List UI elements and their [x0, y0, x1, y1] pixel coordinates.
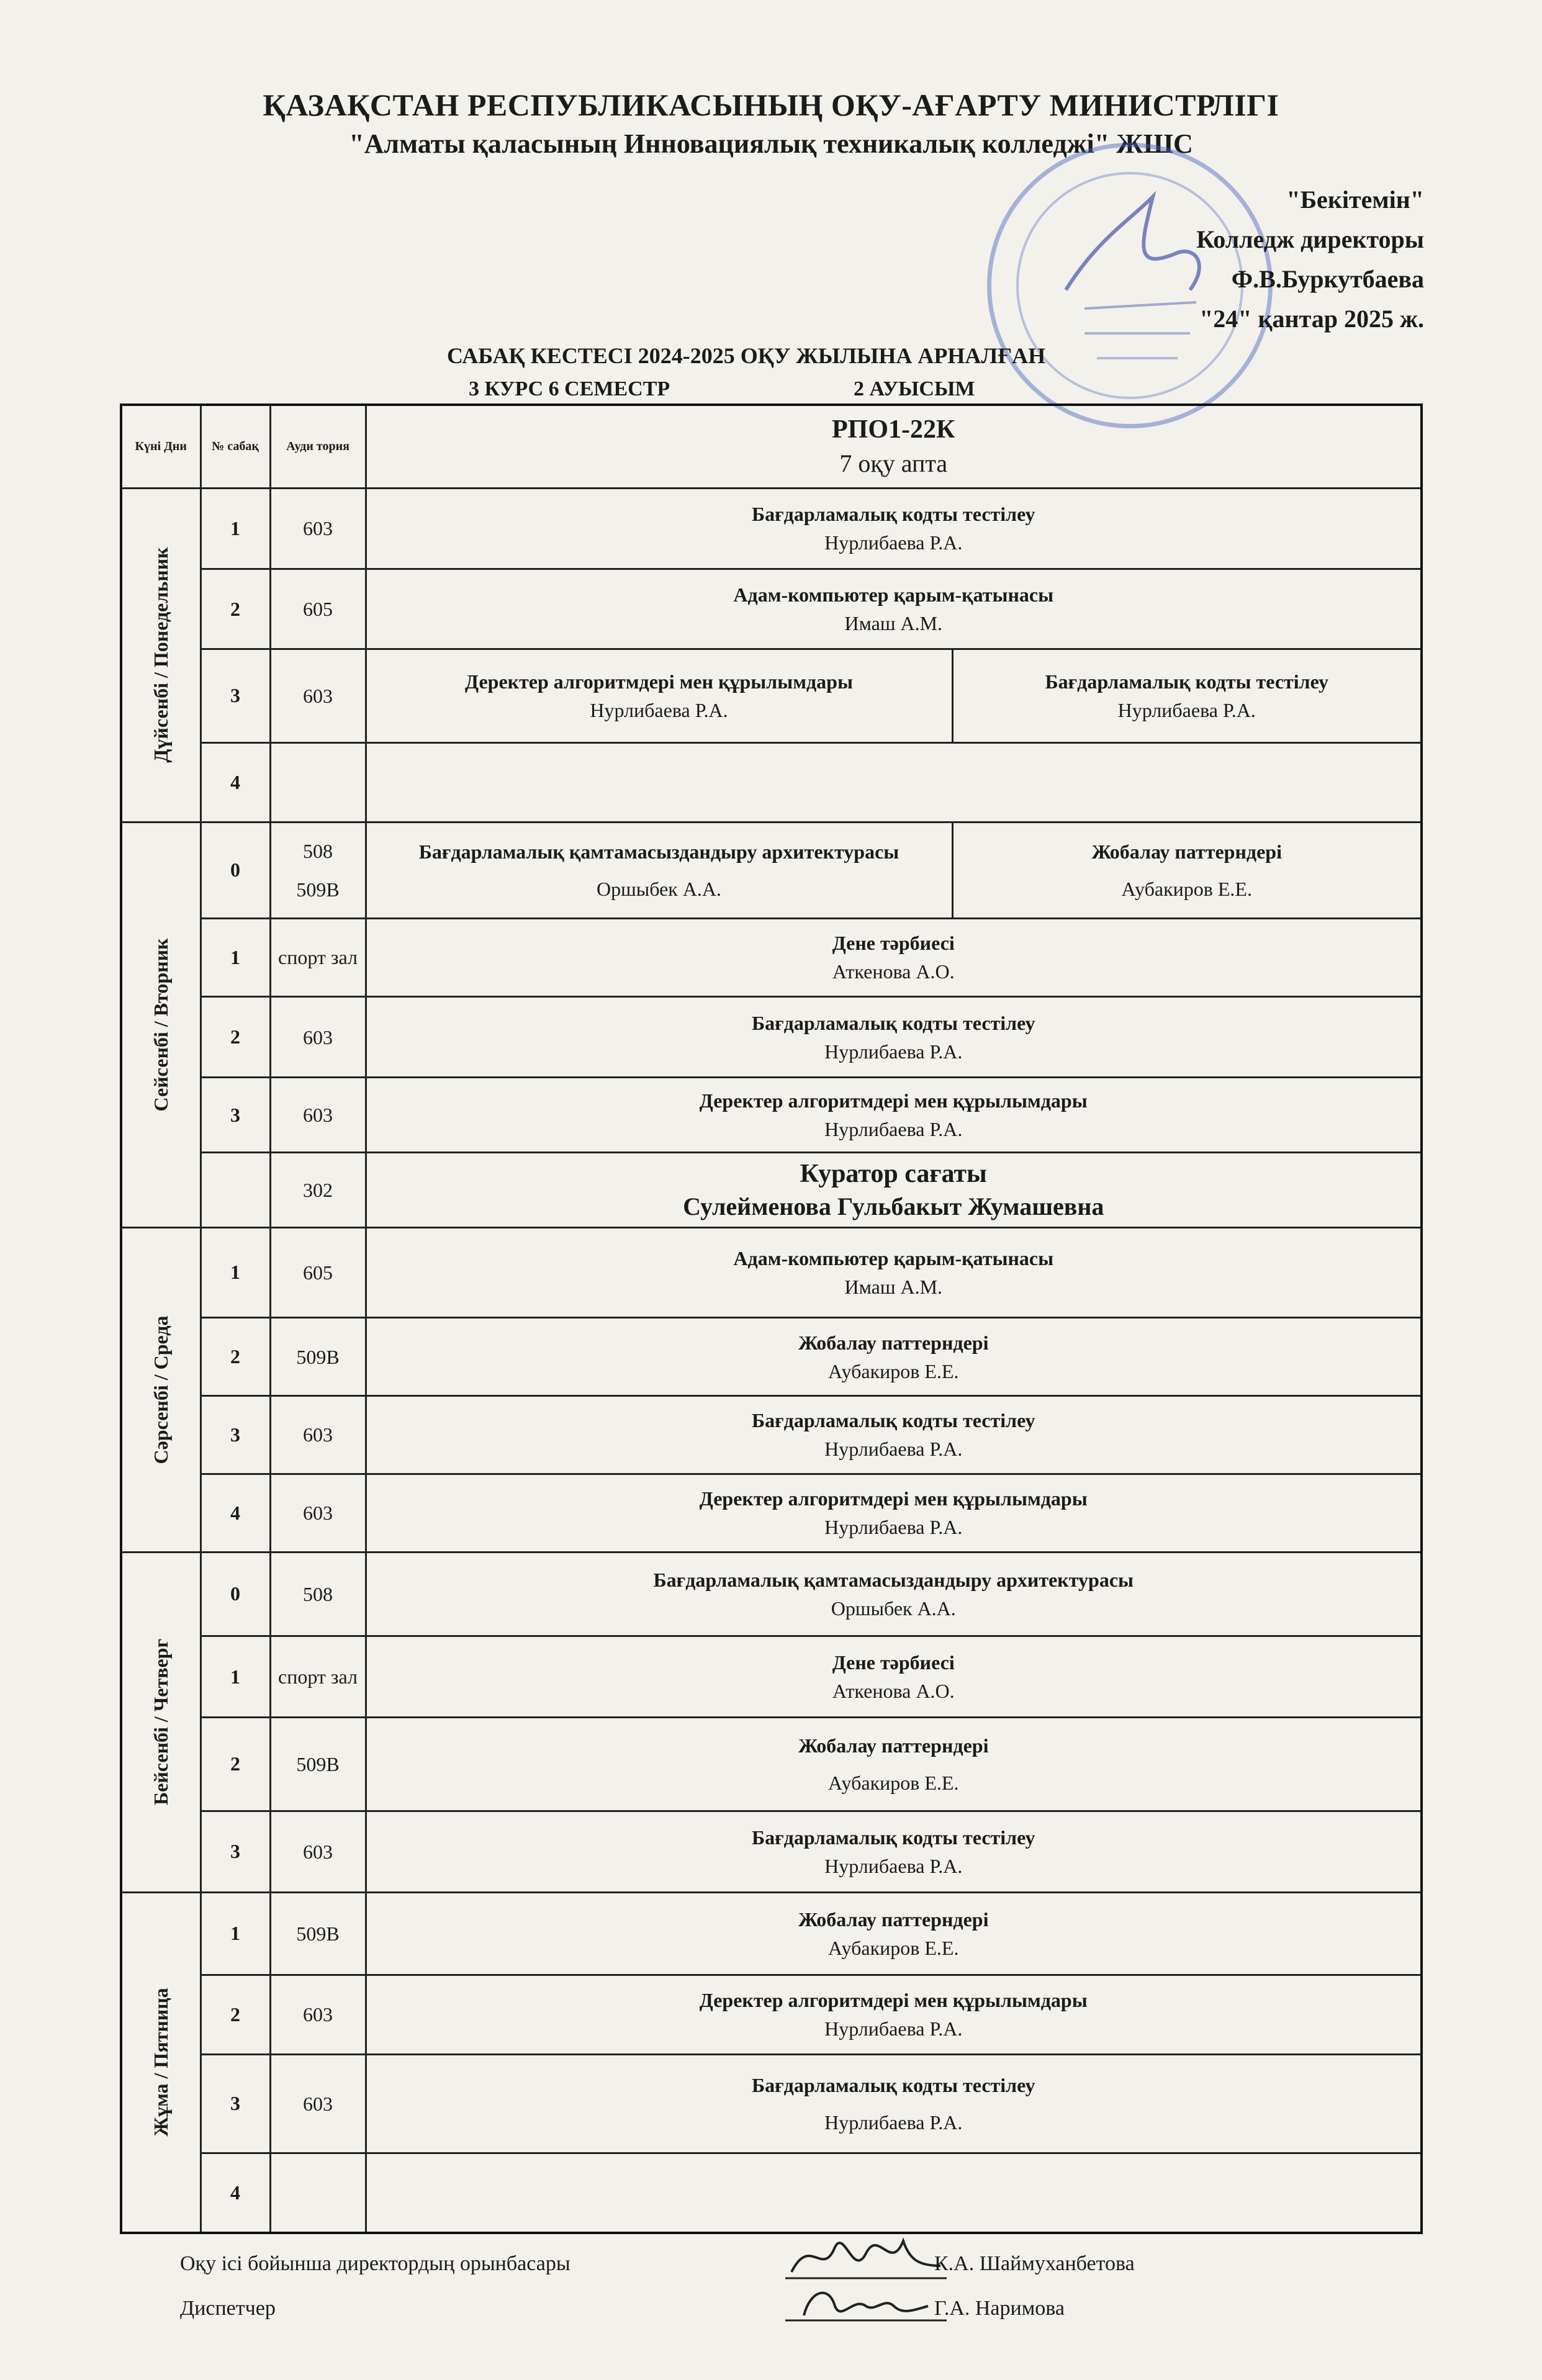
teacher: Нурлибаева Р.А. — [824, 2017, 963, 2040]
table-row — [121, 1811, 1422, 1892]
lesson-cell — [366, 569, 1422, 649]
teacher: Нурлибаева Р.А. — [824, 1118, 963, 1141]
table-row — [121, 569, 1422, 649]
lesson-number: 3 — [201, 1078, 270, 1153]
subject: Жобалау паттерндері — [798, 1908, 989, 1931]
day-tuesday — [121, 822, 201, 1227]
lesson-number: 0 — [201, 822, 270, 919]
room-number: 603 — [270, 2054, 366, 2153]
dispatcher-name: Г.А. Наримова — [934, 2297, 1065, 2320]
lesson-number: 2 — [201, 569, 270, 649]
room-number: спорт зал — [270, 919, 366, 997]
teacher: Аткенова А.О. — [832, 960, 955, 983]
lesson-number: 2 — [201, 1975, 270, 2054]
header-lesson-no: № сабақ — [201, 405, 270, 488]
lesson-cell-empty — [366, 742, 1422, 822]
teacher: Нурлибаева Р.А. — [590, 698, 728, 721]
teacher: Нурлибаева Р.А. — [824, 1854, 963, 1877]
subject: Бағдарламалық кодты тестілеу — [751, 1409, 1035, 1432]
teacher: Оршыбек А.А. — [831, 1597, 956, 1620]
day-monday — [121, 488, 201, 822]
dispatcher-role: Диспетчер — [180, 2297, 276, 2320]
table-row — [121, 1717, 1422, 1811]
room-number: 603 — [270, 1474, 366, 1552]
lesson-cell-a — [366, 822, 952, 919]
deputy-name: К.А. Шаймуханбетова — [934, 2252, 1135, 2275]
day-label-friday: Жұма / Пятница — [150, 1988, 173, 2137]
day-label-tuesday: Сейсенбі / Вторник — [150, 938, 173, 1111]
table-row — [121, 742, 1422, 822]
lesson-number: 3 — [201, 649, 270, 742]
lesson-number: 2 — [201, 996, 270, 1078]
table-row — [121, 1892, 1422, 1975]
table-header-row — [121, 405, 1422, 488]
lesson-cell — [366, 1227, 1422, 1318]
room-number: 509В — [270, 1318, 366, 1396]
room-number: спорт зал — [270, 1636, 366, 1718]
room-number: 603 — [270, 996, 366, 1078]
lesson-cell — [366, 1717, 1422, 1811]
teacher: Нурлибаева Р.А. — [1117, 698, 1256, 721]
lesson-cell — [366, 1474, 1422, 1552]
subject: Адам-компьютер қарым-қатынасы — [733, 1246, 1054, 1269]
subject: Деректер алгоритмдері мен құрылымдары — [699, 1487, 1088, 1510]
subject: Жобалау паттерндері — [1091, 840, 1282, 863]
room-number: 603 — [270, 1811, 366, 1892]
lesson-cell-a — [366, 649, 952, 742]
approval-date: "24" қантар 2025 ж. — [1199, 305, 1424, 333]
lesson-number: 1 — [201, 1892, 270, 1975]
approval-block — [1196, 180, 1424, 339]
lesson-cell — [366, 1396, 1422, 1474]
curator-hour: Куратор сағаты — [800, 1159, 987, 1188]
curator-name: Сулейменова Гульбакыт Жумашевна — [683, 1192, 1104, 1220]
day-thursday — [121, 1552, 201, 1892]
lesson-cell — [366, 1318, 1422, 1396]
subject: Деректер алгоритмдері мен құрылымдары — [465, 670, 853, 693]
table-row — [121, 488, 1422, 569]
teacher: Аубакиров Е.Е. — [828, 1359, 959, 1382]
lesson-number: 1 — [201, 1636, 270, 1718]
subject: Бағдарламалық қамтамасыздандыру архитектурасы — [653, 1568, 1134, 1591]
group-name: РПО1-22К — [832, 415, 955, 444]
room-number — [270, 2153, 366, 2232]
lesson-number: 2 — [201, 1318, 270, 1396]
subject: Жобалау паттерндері — [798, 1331, 989, 1354]
curator-cell — [366, 1152, 1422, 1227]
teacher: Оршыбек А.А. — [596, 877, 722, 900]
table-row — [121, 919, 1422, 997]
room-number: 509В — [270, 1717, 366, 1811]
room-number — [270, 822, 366, 919]
room-number: 603 — [270, 1975, 366, 2054]
table-row — [121, 1474, 1422, 1552]
table-row — [121, 1552, 1422, 1636]
room-number: 509В — [270, 1892, 366, 1975]
teacher: Аубакиров Е.Е. — [1121, 877, 1252, 900]
subject: Бағдарламалық кодты тестілеу — [751, 1011, 1035, 1034]
teacher: Имаш А.М. — [844, 1275, 943, 1298]
header-group — [366, 405, 1422, 488]
room-number: 603 — [270, 488, 366, 569]
lesson-number: 2 — [201, 1717, 270, 1811]
lesson-cell — [366, 1975, 1422, 2054]
day-label-wednesday: Сәрсенбі / Среда — [150, 1315, 173, 1464]
teacher: Аубакиров Е.Е. — [828, 1771, 959, 1794]
week-number: 7 оқу апта — [839, 449, 948, 478]
subject: Деректер алгоритмдері мен құрылымдары — [699, 1089, 1088, 1112]
subject: Деректер алгоритмдері мен құрылымдары — [699, 1989, 1088, 2012]
room-number: 603 — [270, 649, 366, 742]
teacher: Нурлибаева Р.А. — [824, 1438, 963, 1461]
college-name: "Алматы қаласының Инновациялық техникалық колледжі" ЖШС — [349, 128, 1193, 159]
lesson-cell — [366, 919, 1422, 997]
ministry-title: ҚАЗАҚСТАН РЕСПУБЛИКАСЫНЫҢ ОҚУ-АҒАРТУ МИНИСТРЛІГІ — [263, 88, 1279, 122]
room-number: 302 — [270, 1152, 366, 1227]
day-wednesday — [121, 1227, 201, 1552]
lesson-cell — [366, 1078, 1422, 1153]
lesson-cell — [366, 1892, 1422, 1975]
subject: Дене тәрбиесі — [832, 932, 955, 955]
room-b: 509В — [296, 878, 340, 901]
table-row — [121, 822, 1422, 919]
course-semester: 3 КУРС 6 СЕМЕСТР — [469, 377, 670, 400]
lesson-number: 4 — [201, 1474, 270, 1552]
subject: Бағдарламалық кодты тестілеу — [751, 1826, 1035, 1849]
day-label-thursday: Бейсенбі / Четверг — [150, 1638, 173, 1806]
table-row — [121, 1078, 1422, 1153]
subject: Бағдарламалық кодты тестілеу — [751, 2073, 1035, 2096]
room-number: 605 — [270, 1227, 366, 1318]
table-row — [121, 1227, 1422, 1318]
lesson-cell-b — [952, 822, 1422, 919]
table-row — [121, 1318, 1422, 1396]
room-number: 603 — [270, 1396, 366, 1474]
lesson-number: 1 — [201, 488, 270, 569]
table-row — [121, 649, 1422, 742]
lesson-number: 3 — [201, 1811, 270, 1892]
table-row — [121, 996, 1422, 1078]
table-row — [121, 1975, 1422, 2054]
approval-line-1: "Бекітемін" — [1286, 186, 1424, 214]
lesson-number — [201, 1152, 270, 1227]
subject: Дене тәрбиесі — [832, 1651, 955, 1674]
dispatcher-signature-icon — [785, 2272, 947, 2334]
table-row — [121, 2054, 1422, 2153]
room-number: 508 — [270, 1552, 366, 1636]
lesson-number: 4 — [201, 2153, 270, 2232]
room-a: 508 — [303, 839, 333, 862]
lesson-number: 1 — [201, 1227, 270, 1318]
subject: Бағдарламалық кодты тестілеу — [751, 503, 1035, 526]
room-number: 603 — [270, 1078, 366, 1153]
header-room: Ауди тория — [270, 405, 366, 488]
lesson-cell — [366, 1811, 1422, 1892]
teacher: Аткенова А.О. — [832, 1680, 955, 1703]
teacher: Нурлибаева Р.А. — [824, 1516, 963, 1539]
lesson-cell-empty — [366, 2153, 1422, 2232]
lesson-cell — [366, 1636, 1422, 1718]
lesson-cell — [366, 488, 1422, 569]
table-row — [121, 1636, 1422, 1718]
teacher: Имаш А.М. — [844, 612, 943, 635]
approval-line-2: Колледж директоры — [1196, 225, 1424, 253]
shift: 2 АУЫСЫМ — [854, 377, 975, 400]
subject: Жобалау паттерндері — [798, 1734, 989, 1757]
subject: Адам-компьютер қарым-қатынасы — [733, 584, 1054, 606]
table-row-curator — [121, 1152, 1422, 1227]
lesson-cell — [366, 2054, 1422, 2153]
subject: Бағдарламалық қамтамасыздандыру архитектурасы — [418, 840, 900, 863]
lesson-cell — [366, 996, 1422, 1078]
table-row — [121, 2153, 1422, 2232]
lesson-number: 0 — [201, 1552, 270, 1636]
lesson-number: 3 — [201, 2054, 270, 2153]
teacher: Нурлибаева Р.А. — [824, 1040, 963, 1063]
lesson-number: 3 — [201, 1396, 270, 1474]
room-number — [270, 742, 366, 822]
subject: Бағдарламалық кодты тестілеу — [1045, 670, 1329, 693]
day-label-monday: Дүйсенбі / Понедельник — [150, 547, 173, 763]
teacher: Нурлибаева Р.А. — [824, 531, 963, 554]
lesson-cell — [366, 1552, 1422, 1636]
day-friday — [121, 1892, 201, 2233]
schedule-subtitle — [469, 377, 1089, 401]
lesson-cell-b — [952, 649, 1422, 742]
room-number: 605 — [270, 569, 366, 649]
teacher: Нурлибаева Р.А. — [824, 2111, 963, 2134]
header-day: Күні Дни — [121, 405, 201, 488]
schedule-table — [120, 403, 1423, 2234]
deputy-role: Оқу ісі бойынша директордың орынбасары — [180, 2252, 570, 2275]
table-row — [121, 1396, 1422, 1474]
lesson-number: 1 — [201, 919, 270, 997]
approval-line-3: Ф.В.Буркутбаева — [1231, 265, 1424, 293]
schedule-title: САБАҚ КЕСТЕСІ 2024-2025 ОҚУ ЖЫЛЫНА АРНАЛҒАН — [447, 343, 1046, 368]
teacher: Аубакиров Е.Е. — [828, 1936, 959, 1959]
lesson-number: 4 — [201, 742, 270, 822]
